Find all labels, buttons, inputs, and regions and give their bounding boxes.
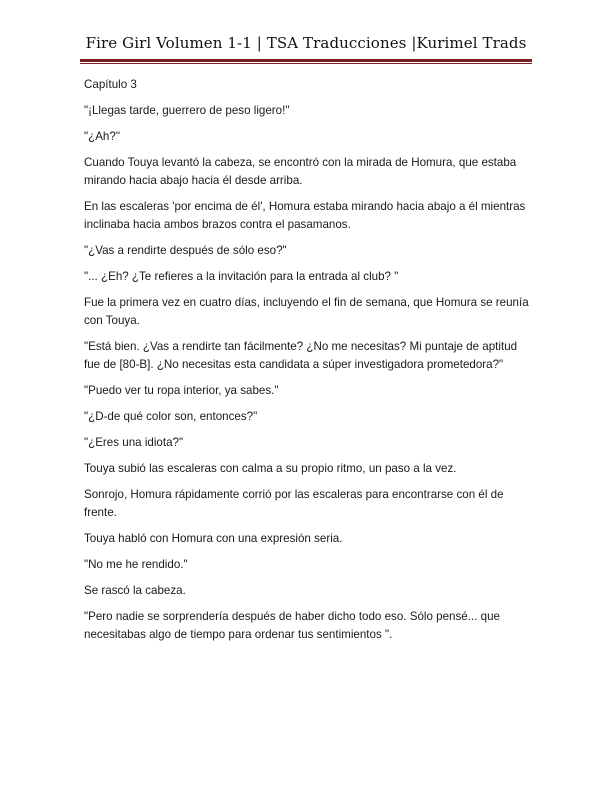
chapter-heading: Capítulo 3	[84, 78, 137, 91]
paragraph: "¿Vas a rendirte después de sólo eso?"	[84, 244, 287, 257]
paragraph: "... ¿Eh? ¿Te refieres a la invitación para la entrada al club? "	[84, 270, 399, 283]
paragraph: Touya habló con Homura con una expresión seria.	[84, 532, 343, 545]
header-rule-thick	[80, 59, 532, 62]
page-header-title: Fire Girl Volumen 1-1 | TSA Traducciones |Kurimel Trads	[85, 34, 527, 52]
paragraph: Touya subió las escaleras con calma a su propio ritmo, un paso a la vez.	[84, 462, 457, 475]
paragraph: "Pero nadie se sorprendería después de haber dicho todo eso. Sólo pensé... que necesitabas algo de tiempo para ordenar tus sentimientos ".	[84, 610, 500, 641]
paragraph: Sonrojo, Homura rápidamente corrió por las escaleras para encontrarse con él de frente.	[84, 488, 504, 519]
paragraph: "No me he rendido."	[84, 558, 188, 571]
paragraph: "¡Llegas tarde, guerrero de peso ligero!"	[84, 104, 290, 117]
body-text	[84, 76, 532, 652]
paragraph: Cuando Touya levantó la cabeza, se encontró con la mirada de Homura, que estaba mirando hacia abajo hacia él desde arriba.	[84, 156, 517, 187]
paragraph: "¿D-de qué color son, entonces?"	[84, 410, 258, 423]
header-rule-thin	[80, 63, 532, 64]
paragraph: Fue la primera vez en cuatro días, incluyendo el fin de semana, que Homura se reunía con Touya.	[84, 296, 529, 327]
paragraph: "¿Ah?"	[84, 130, 120, 143]
paragraph: En las escaleras 'por encima de él', Homura estaba mirando hacia abajo a él mientras inclinaba hacia ambos brazos contra el pasamanos.	[84, 200, 526, 231]
paragraph: "¿Eres una idiota?"	[84, 436, 184, 449]
paragraph: Se rascó la cabeza.	[84, 584, 186, 597]
paragraph: "Puedo ver tu ropa interior, ya sabes."	[84, 384, 279, 397]
paragraph: "Está bien. ¿Vas a rendirte tan fácilmente? ¿No me necesitas? Mi puntaje de aptitud fue de [80-B]. ¿No necesitas esta candidata a súper investigadora prometedora?"	[84, 340, 518, 371]
